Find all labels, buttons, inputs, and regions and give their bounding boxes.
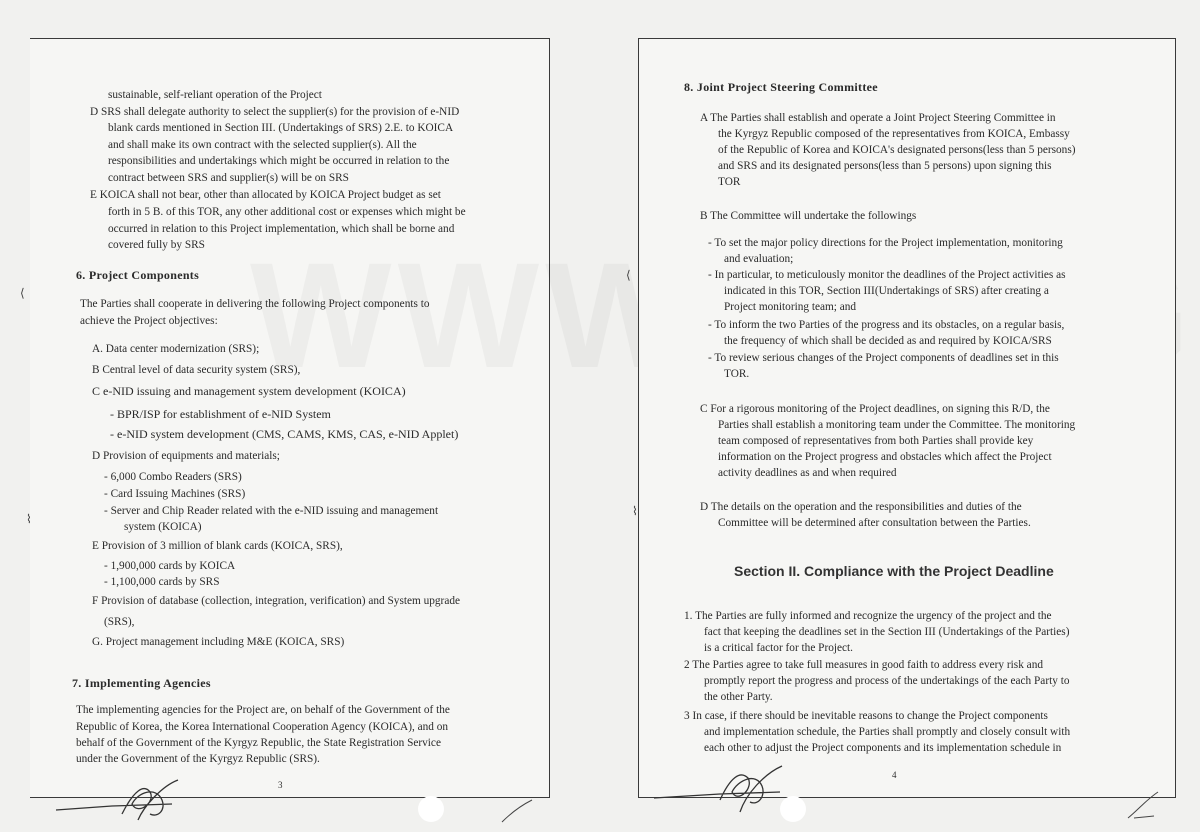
component-item: C e-NID issuing and management system development (KOICA) — [92, 384, 406, 398]
initial-mark — [498, 796, 538, 826]
text-line: 2 The Parties agree to take full measures in good faith to address every risk and — [684, 659, 1043, 671]
text-line: is a critical factor for the Project. — [704, 642, 853, 654]
text-line: E KOICA shall not bear, other than allocated by KOICA Project budget as set — [90, 189, 441, 201]
component-item: B Central level of data security system (SRS), — [92, 364, 301, 376]
page-number: 4 — [892, 770, 897, 780]
text-line: responsibilities and undertakings which might be occurred in relation to the — [108, 155, 450, 167]
text-line: and SRS and its designated persons(less than 5 persons) upon signing this — [718, 160, 1052, 172]
section6-intro: achieve the Project objectives: — [80, 315, 218, 327]
text-line: each other to adjust the Project components and its implementation schedule in — [704, 742, 1062, 754]
text-line: Republic of Korea, the Korea International Cooperation Agency (KOICA), and on — [76, 721, 449, 733]
section8-b: B The Committee will undertake the followings — [700, 210, 917, 222]
component-subitem: - 1,100,000 cards by SRS — [104, 576, 220, 588]
section8-heading: 8. Joint Project Steering Committee — [684, 80, 878, 94]
text-line: Parties shall establish a monitoring team under the Committee. The monitoring — [718, 419, 1076, 431]
text-line: blank cards mentioned in Section III. (Undertakings of SRS) 2.E. to KOICA — [108, 122, 454, 134]
text-line: A The Parties shall establish and operate a Joint Project Steering Committee in — [700, 112, 1056, 124]
text-line: promptly report the progress and process of the undertakings of the each Party to — [704, 675, 1070, 687]
component-item: E Provision of 3 million of blank cards (KOICA, SRS), — [92, 540, 343, 552]
text-line: D The details on the operation and the responsibilities and duties of the — [700, 501, 1022, 513]
text-line: of the Republic of Korea and KOICA's designated persons(less than 5 persons) — [718, 144, 1076, 156]
text-line: the other Party. — [704, 691, 773, 703]
text-line: sustainable, self-reliant operation of the Project — [108, 89, 322, 101]
signature-right — [650, 760, 800, 820]
bullet-line: TOR. — [724, 368, 750, 380]
text-line: The implementing agencies for the Project are, on behalf of the Government of the — [76, 704, 450, 716]
initial-mark — [1124, 788, 1164, 824]
punch-hole — [418, 796, 444, 822]
text-line: occurred in relation to this Project implementation, which shall be borne and — [108, 223, 455, 235]
text-line: C For a rigorous monitoring of the Project deadlines, on signing this R/D, the — [700, 403, 1050, 415]
text-line: and shall make its own contract with the selected supplier(s). All the — [108, 139, 417, 151]
component-subitem: - e-NID system development (CMS, CAMS, KMS, CAS, e-NID Applet) — [110, 427, 459, 441]
component-subitem: - 6,000 Combo Readers (SRS) — [104, 471, 242, 483]
text-line: contract between SRS and supplier(s) will be on SRS — [108, 172, 349, 184]
component-subitem: - Server and Chip Reader related with the e-NID issuing and management — [104, 505, 439, 517]
text-line: forth in 5 B. of this TOR, any other additional cost or expenses which might be — [108, 206, 466, 218]
section-ii-title: Section II. Compliance with the Project Deadline — [734, 563, 1054, 579]
bullet-line: - To review serious changes of the Project components of deadlines set in this — [708, 352, 1059, 364]
section6-intro: The Parties shall cooperate in delivering the following Project components to — [80, 298, 430, 310]
margin-mark: ⟨ — [20, 286, 25, 300]
text-line: Committee will be determined after consultation between the Parties. — [718, 517, 1031, 529]
bullet-line: and evaluation; — [724, 253, 794, 265]
component-item: G. Project management including M&E (KOICA, SRS) — [92, 636, 345, 648]
component-item: (SRS), — [104, 616, 135, 628]
component-subitem: - Card Issuing Machines (SRS) — [104, 488, 246, 500]
bullet-line: - To inform the two Parties of the progress and its obstacles, on a regular basis, — [708, 319, 1065, 331]
component-subitem: - 1,900,000 cards by KOICA — [104, 560, 236, 572]
margin-mark: ⟨ — [626, 268, 631, 282]
margin-mark: ⌇ — [632, 504, 638, 518]
text-line: information on the Project progress and obstacles which affect the Project — [718, 451, 1052, 463]
signature-left — [52, 776, 232, 826]
text-line: under the Government of the Kyrgyz Republic (SRS). — [76, 753, 320, 765]
text-line: and implementation schedule, the Parties shall promptly and closely consult with — [704, 726, 1071, 738]
text-line: D SRS shall delegate authority to select the supplier(s) for the provision of e-NID — [90, 106, 460, 118]
bullet-line: Project monitoring team; and — [724, 301, 857, 313]
text-line: activity deadlines as and when required — [718, 467, 897, 479]
section7-heading: 7. Implementing Agencies — [72, 676, 211, 690]
page-number: 3 — [278, 780, 283, 790]
text-line: 3 In case, if there should be inevitable reasons to change the Project components — [684, 710, 1048, 722]
component-item: D Provision of equipments and materials; — [92, 450, 280, 462]
bullet-line: - In particular, to meticulously monitor the deadlines of the Project activities as — [708, 269, 1066, 281]
component-item: A. Data center modernization (SRS); — [92, 343, 260, 355]
bullet-line: the frequency of which shall be decided as and required by KOICA/SRS — [724, 335, 1052, 347]
text-line: 1. The Parties are fully informed and recognize the urgency of the project and the — [684, 610, 1052, 622]
text-line: fact that keeping the deadlines set in the Section III (Undertakings of the Parties) — [704, 626, 1070, 638]
component-subitem: - BPR/ISP for establishment of e-NID System — [110, 407, 331, 421]
component-item: F Provision of database (collection, integration, verification) and System upgrade — [92, 595, 460, 607]
text-line: team composed of representatives from both Parties shall provide key — [718, 435, 1034, 447]
component-subitem: system (KOICA) — [124, 521, 202, 533]
text-line: the Kyrgyz Republic composed of the representatives from KOICA, Embassy — [718, 128, 1070, 140]
bullet-line: indicated in this TOR, Section III(Undertakings of SRS) after creating a — [724, 285, 1049, 297]
bullet-line: - To set the major policy directions for the Project implementation, monitoring — [708, 237, 1063, 249]
text-line: TOR — [718, 176, 741, 188]
section6-heading: 6. Project Components — [76, 268, 200, 282]
margin-mark: ⌇ — [26, 512, 32, 526]
text-line: behalf of the Government of the Kyrgyz Republic, the State Registration Service — [76, 737, 441, 749]
text-line: covered fully by SRS — [108, 239, 205, 251]
